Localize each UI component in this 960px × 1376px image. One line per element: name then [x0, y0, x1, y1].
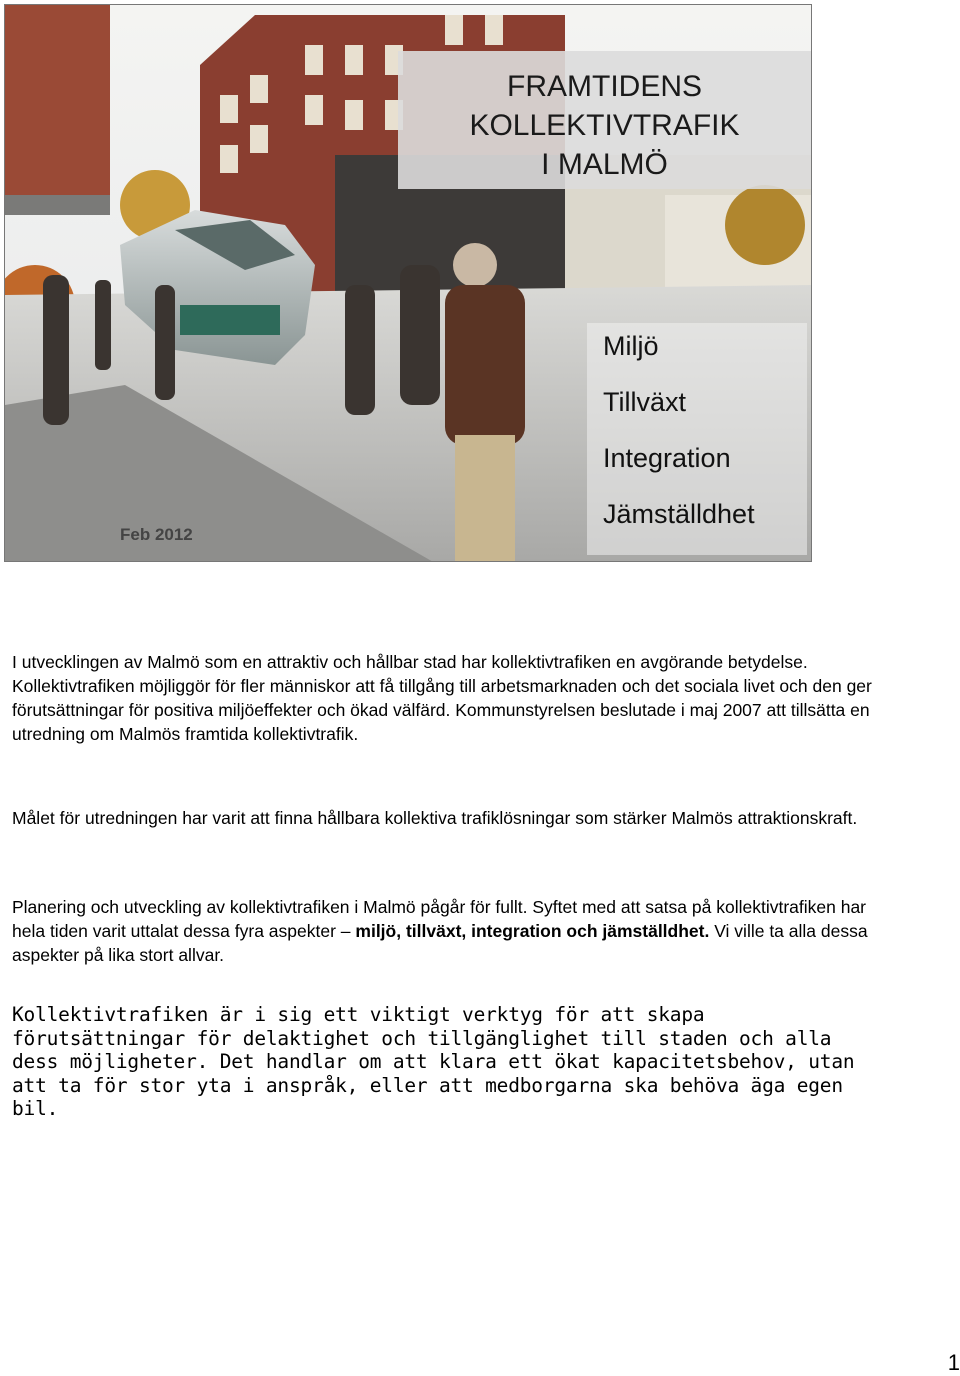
aspect-miljo: Miljö — [603, 331, 659, 361]
notes-paragraph-1: I utvecklingen av Malmö som en attraktiv och hållbar stad har kollektivtrafiken en avgörande betydelse. Kollektivtrafiken möjliggör för fler människor att få tillgång till arbetsmarknaden och det sociala livet och den ger förutsättningar för positiva miljöeffekter och ökad välfärd. Kommunstyrelsen beslutade i maj 2007 att tillsätta en utredning om Malmös framtida kollektivtrafik. — [12, 652, 872, 744]
slide-title-box — [398, 51, 811, 189]
notes-paragraph-2: Målet för utredningen har varit att finna hållbara kollektiva trafiklösningar som stärker Malmös attraktionskraft. — [12, 808, 858, 828]
aspect-integration: Integration — [603, 443, 731, 473]
slide-image — [4, 4, 812, 562]
statement-paragraph: Kollektivtrafiken är i sig ett viktigt verktyg för att skapa förutsättningar för delaktighet och tillgänglighet till staden och alla dess möjligheter. Det handlar om att klara ett ökat kapacitetsbehov, utan att ta för stor yta i anspråk, eller att medborgarna ska behöva äga egen bil. — [12, 1003, 855, 1120]
slide-date: Feb 2012 — [120, 525, 193, 544]
slide-title-line-3: I MALMÖ — [541, 148, 668, 181]
aspect-tillvaxt: Tillväxt — [603, 387, 687, 417]
aspect-jamstalldhet: Jämställdhet — [603, 499, 755, 529]
slide-title-line-1: FRAMTIDENS — [507, 70, 702, 103]
slide-title-line-2: KOLLEKTIVTRAFIK — [469, 109, 740, 142]
aspects-emphasis: miljö, tillväxt, integration och jämställdhet. — [355, 921, 710, 941]
notes-paragraph-3-end: Vi ville ta alla dessa aspekter på lika stort allvar. — [12, 921, 868, 965]
page-number: 1 — [947, 1350, 960, 1375]
notes-paragraph-3-start: Planering och utveckling av kollektivtrafiken i Malmö pågår för fullt. Syftet med att satsa på kollektivtrafiken har hela tiden varit uttalat dessa fyra aspekter – — [12, 897, 867, 941]
notes-paragraph-3 — [12, 895, 892, 967]
